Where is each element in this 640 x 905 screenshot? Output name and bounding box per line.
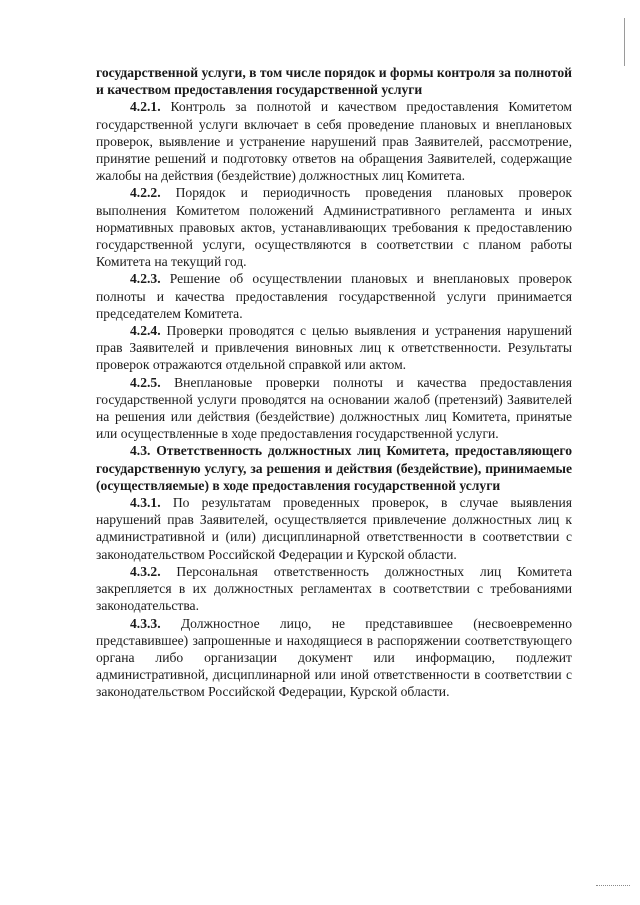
paragraph-text: Внеплановые проверки полноты и качества предоставления государственной услуги проводятся на основании жалоб (претензий) Заявителей на решения или действия (бездействие) должностных лиц Комитета, принятые или осуществленные в ходе предоставления государственной услуги. (96, 374, 572, 442)
document-body (96, 64, 572, 701)
paragraph-text: Персональная ответственность должностных лиц Комитета закрепляется в их должностных регламентах в соответствии с требованиями законодательства. (96, 563, 572, 614)
paragraph-4-2-4 (96, 322, 572, 374)
section-number: 4.3. (130, 443, 151, 459)
paragraph-4-2-1 (96, 98, 572, 184)
paragraph-4-2-3 (96, 270, 572, 322)
paragraph-number: 4.2.4. (130, 323, 161, 339)
paragraph-4-2-2 (96, 184, 572, 270)
paragraph-text: По результатам проведенных проверок, в случае выявления нарушений прав Заявителей, осуществляется привлечение должностных лиц к административной и (или) дисциплинарной ответственности в соответствии с законодательством Российской Федерации и Курской области. (96, 495, 572, 562)
section-title: Ответственность должностных лиц Комитета, предоставляющего государственную услугу, за решения и действия (бездействие), принимаемые (осуществляемые) в ходе предоставления государственной услуги (96, 443, 572, 493)
paragraph-number: 4.3.3. (130, 615, 161, 631)
paragraph-4-3-3 (96, 615, 572, 701)
paragraph-number: 4.3.2. (130, 563, 161, 579)
paragraph-text: Контроль за полнотой и качеством предоставления Комитетом государственной услуги включает в себя проведение плановых и внеплановых проверок, выявление и устранение нарушений прав Заявителей, рассмотрение, принятие решений и подготовку ответов на обращения Заявителей, содержащие жалобы на действия (бездействие) должностных лиц Комитета. (96, 99, 572, 184)
paragraph-number: 4.2.2. (130, 185, 161, 201)
paragraph-text: Порядок и периодичность проведения плановых проверок выполнения Комитетом положений Административного регламента и иных нормативных правовых актов, устанавливающих требования к предоставлению государственной услуги, осуществляются в соответствии с планом работы Комитета на текущий год. (96, 185, 572, 270)
paragraph-4-3-1 (96, 494, 572, 563)
paragraph-text: Должностное лицо, не представившее (несвоевременно представившее) запрошенные и находящиеся в распоряжении соответствующего органа либо организации документ или информацию, подлежит административной, дисциплинарной или иной ответственности в соответствии с законодательством Российской Федерации, Курской области. (96, 615, 572, 700)
paragraph-4-3-2 (96, 563, 572, 615)
paragraph-number: 4.2.5. (130, 374, 161, 390)
subsection-heading: государственной услуги, в том числе порядок и формы контроля за полнотой и качеством предоставления государственной услуги (96, 65, 572, 98)
paragraph-4-2-5 (96, 374, 572, 443)
paragraph-number: 4.3.1. (130, 495, 161, 511)
paragraph-text: Решение об осуществлении плановых и внеплановых проверок полноты и качества предоставления государственной услуги принимается председателем Комитета. (96, 271, 572, 321)
scan-edge-line (624, 18, 625, 66)
paragraph-number: 4.2.1. (130, 99, 161, 115)
paragraph-text: Проверки проводятся с целью выявления и устранения нарушений прав Заявителей и привлечения виновных лиц к ответственности. Результаты проверок отражаются отдельной справкой или актом. (96, 323, 572, 373)
section-heading-4-3 (96, 442, 572, 494)
paragraph-number: 4.2.3. (130, 271, 161, 287)
scan-corner-mark (596, 885, 630, 887)
